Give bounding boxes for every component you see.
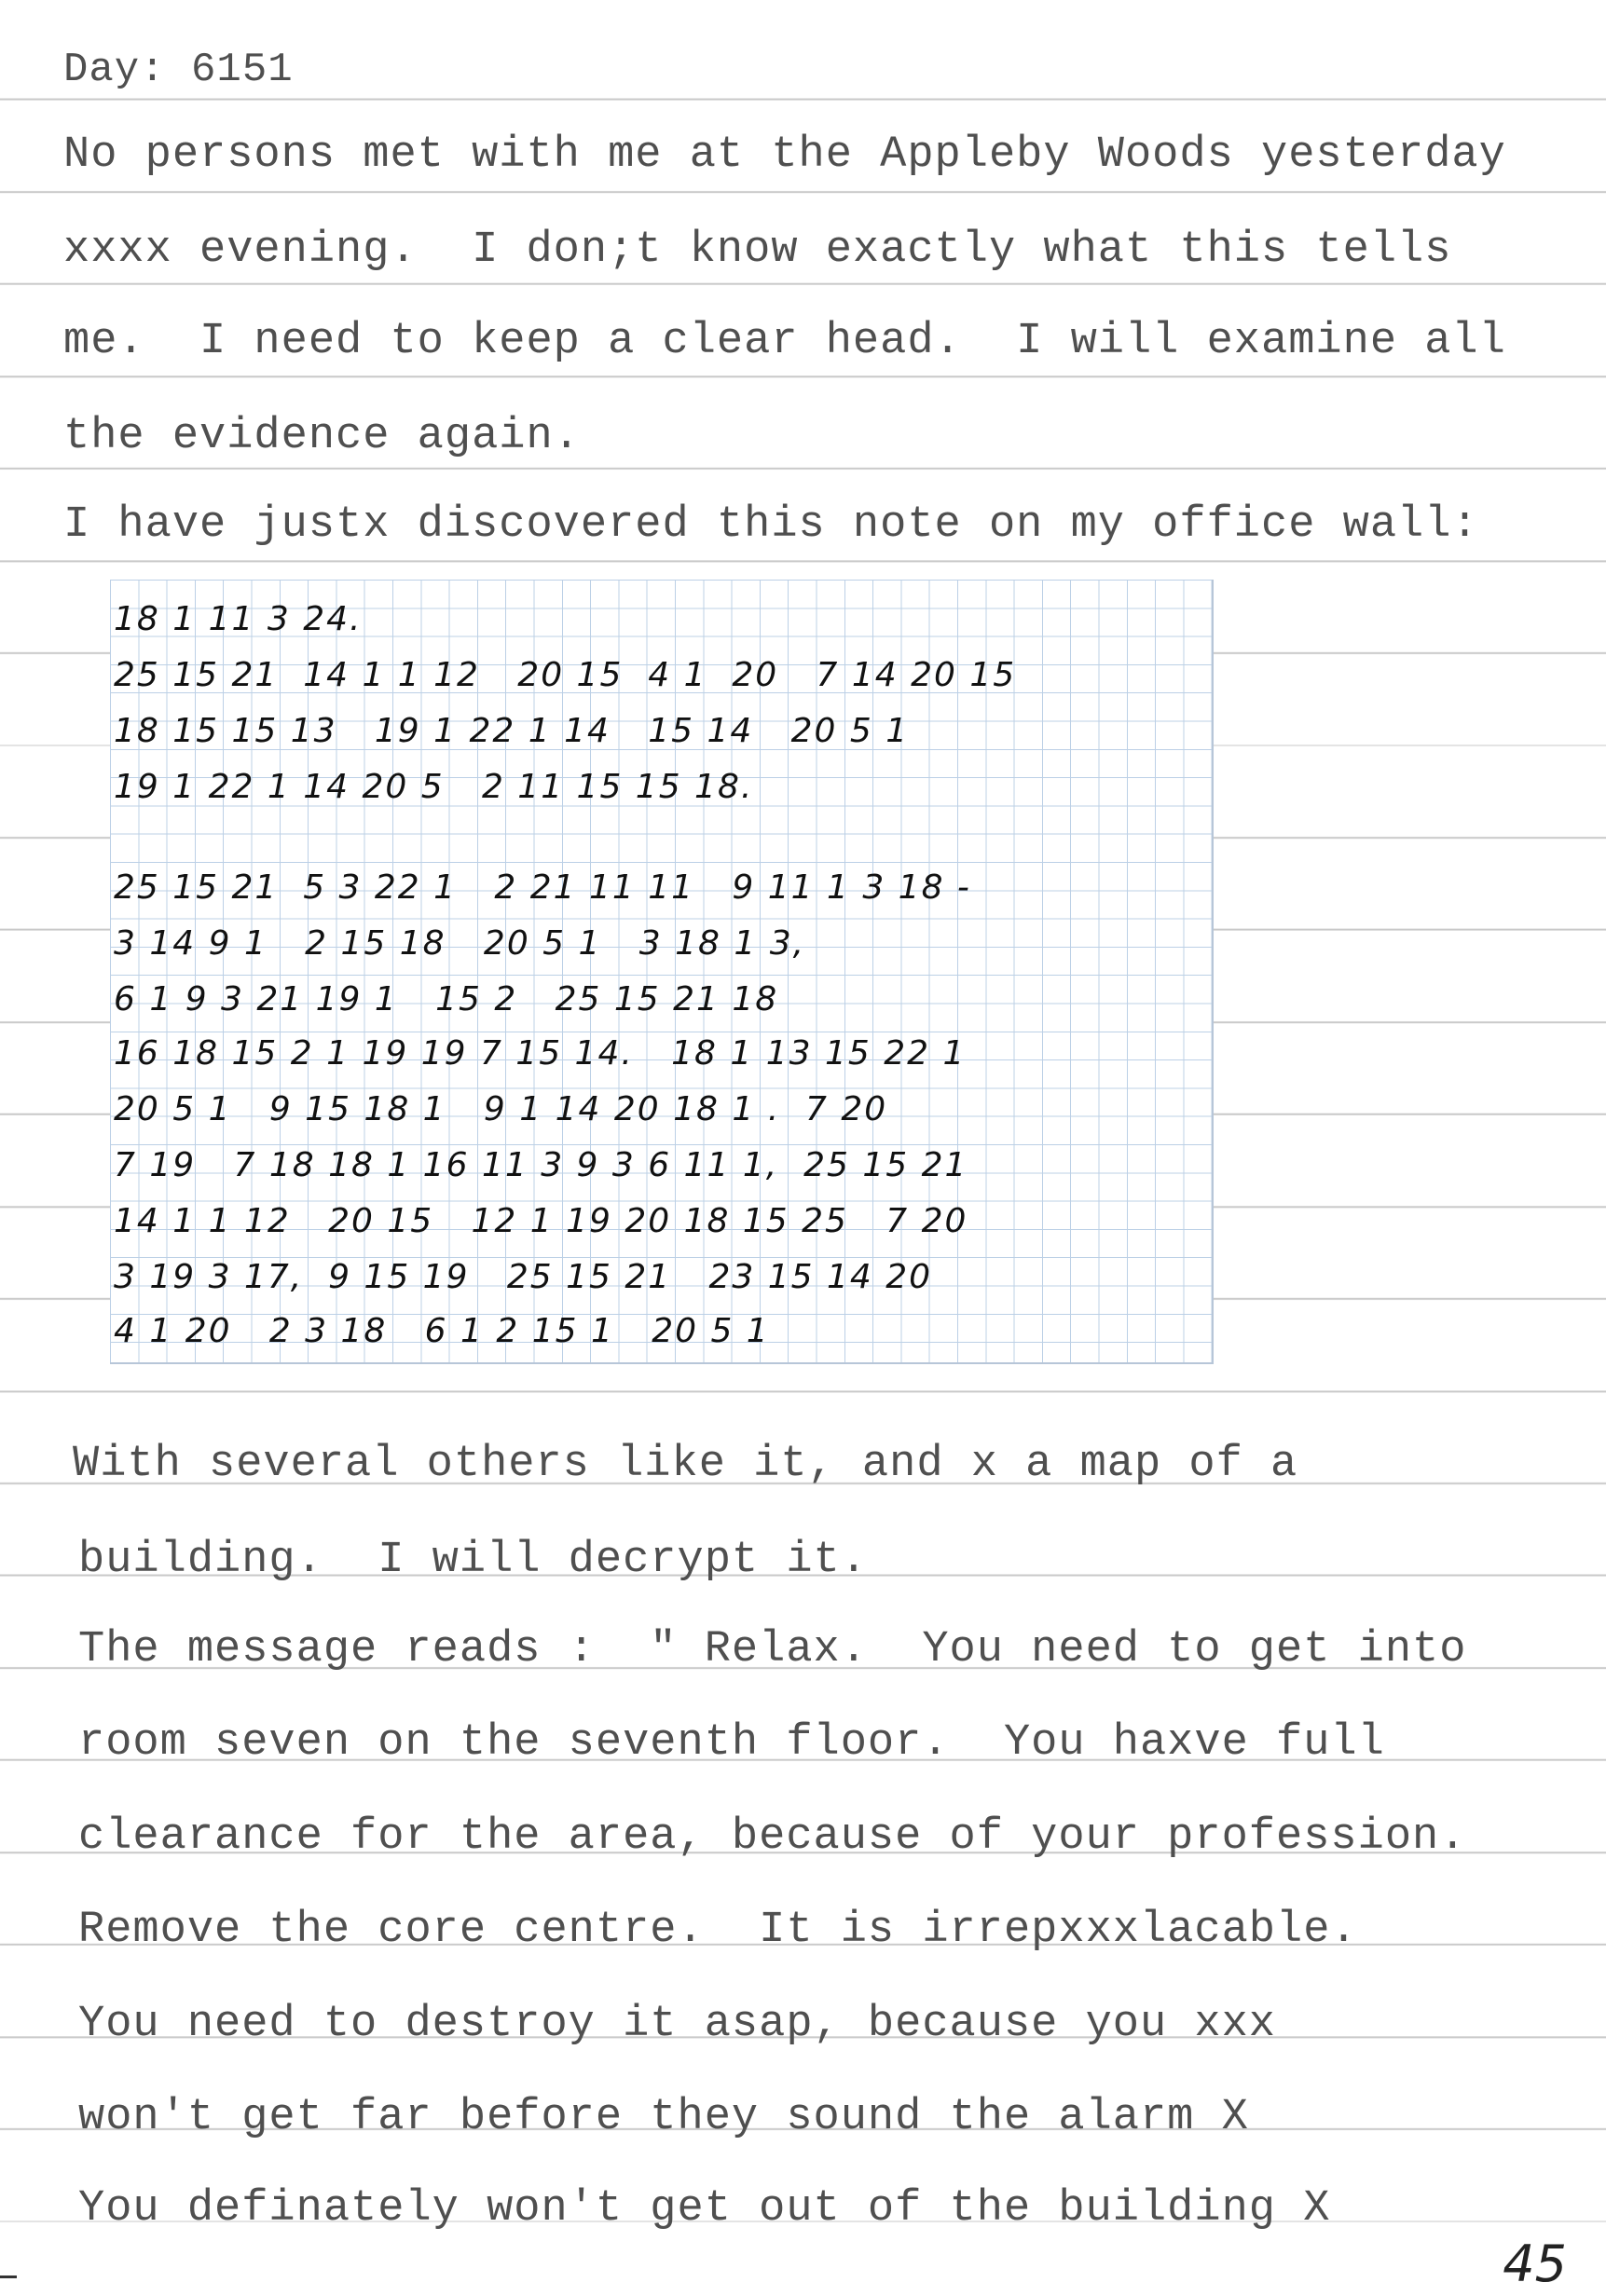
note-row: 3 14 9 1 2 15 18 20 5 1 3 18 1 3, (114, 924, 806, 963)
text-line-4: the evidence again. (63, 412, 581, 461)
note-row: 25 15 21 14 1 1 12 20 15 4 1 20 7 14 20 15 (114, 656, 1017, 694)
encrypted-note (110, 580, 1214, 1364)
note-row: 18 15 15 13 19 1 22 1 14 15 14 20 5 1 (114, 712, 910, 750)
text-line-10: clearance for the area, because of your profession. (78, 1812, 1467, 1862)
note-row: 25 15 21 5 3 22 1 2 21 11 11 9 11 1 3 18 - (114, 868, 971, 907)
text-line-6: With several others like it, and x a map of a (73, 1440, 1298, 1489)
text-line-1: No persons met with me at the Appleby Woods yesterday (63, 130, 1506, 180)
page-number: 45 (1503, 2234, 1567, 2293)
margin-mark (0, 2276, 17, 2278)
text-line-14: You definately won't get out of the building X (78, 2184, 1331, 2234)
text-line-5: I have justx discovered this note on my office wall: (63, 500, 1479, 550)
note-row: 6 1 9 3 21 19 1 15 2 25 15 21 18 (114, 980, 779, 1018)
note-row: 20 5 1 9 15 18 1 9 1 14 20 18 1 . 7 20 (114, 1090, 888, 1128)
note-row: 4 1 20 2 3 18 6 1 2 15 1 20 5 1 (114, 1312, 770, 1350)
text-line-12: You need to destroy it asap, because you xxx (78, 2000, 1277, 2049)
text-line-9: room seven on the seventh floor. You haxve full (78, 1718, 1385, 1768)
text-line-3: me. I need to keep a clear head. I will examine all (63, 317, 1506, 366)
note-row: 3 19 3 17, 9 15 19 25 15 21 23 15 14 20 (114, 1258, 933, 1296)
note-row: 19 1 22 1 14 20 5 2 11 15 15 18. (114, 768, 754, 806)
note-row: 14 1 1 12 20 15 12 1 19 20 18 15 25 7 20 (114, 1202, 968, 1240)
text-line-8: The message reads : " Relax. You need to get into (78, 1625, 1467, 1674)
day-header: Day: 6151 (63, 47, 294, 93)
note-row: 16 18 15 2 1 19 19 7 15 14. 18 1 13 15 22 1 (114, 1034, 967, 1073)
text-line-2: xxxx evening. I don;t know exactly what this tells (63, 226, 1452, 275)
text-line-13: won't get far before they sound the alarm X (78, 2093, 1249, 2142)
text-line-7: building. I will decrypt it. (78, 1536, 868, 1585)
note-row: 18 1 11 3 24. (114, 600, 363, 638)
text-line-11: Remove the core centre. It is irrepxxxlacable. (78, 1906, 1358, 1955)
note-row: 7 19 7 18 18 1 16 11 3 9 3 6 11 1, 25 15 21 (114, 1146, 968, 1184)
